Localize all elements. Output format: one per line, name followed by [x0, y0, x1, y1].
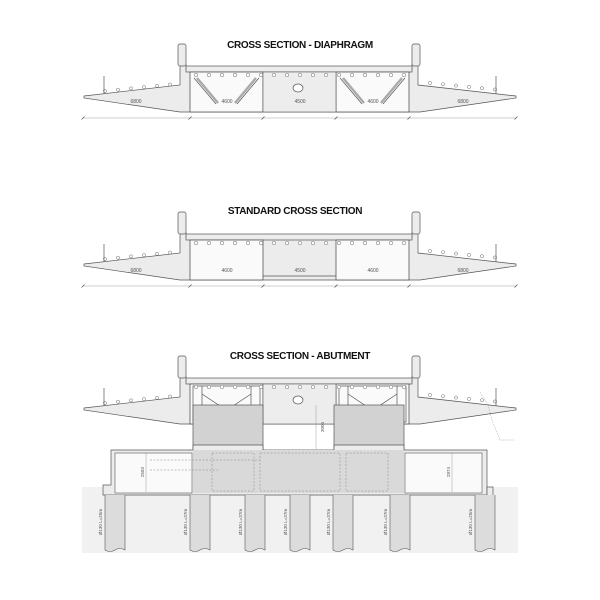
- tendon: [376, 385, 380, 389]
- tendon: [246, 241, 250, 245]
- deck-cross-section: [84, 356, 516, 424]
- pile: [390, 495, 410, 552]
- parapet-left: [178, 356, 186, 378]
- tendon: [480, 255, 483, 258]
- tendon: [246, 73, 250, 77]
- tendon: [337, 241, 341, 245]
- box-girder: [336, 240, 409, 280]
- pile: [190, 495, 210, 552]
- tendon: [207, 385, 211, 389]
- dimension-label: 4500: [294, 99, 306, 105]
- tendon: [220, 385, 224, 389]
- tendon: [454, 396, 457, 399]
- tendon: [428, 81, 431, 84]
- dimension-label: 4600: [367, 99, 379, 105]
- tendon: [441, 395, 444, 398]
- pile-label: Ø130 L=37m: [383, 508, 388, 536]
- tendon: [116, 256, 119, 259]
- dimension-label: 4600: [221, 268, 233, 274]
- tendon: [441, 251, 444, 254]
- access-hole: [293, 84, 303, 92]
- parapet-right: [412, 212, 420, 234]
- tendon: [402, 73, 406, 77]
- tendon: [233, 73, 237, 77]
- dimension-label: 2583: [140, 466, 145, 478]
- pile: [245, 495, 265, 552]
- tendon: [233, 241, 237, 245]
- pier-right: [334, 405, 404, 450]
- pier-left: [193, 405, 263, 450]
- section-standard: [82, 206, 518, 288]
- pile: [333, 495, 353, 552]
- tendon: [376, 241, 380, 245]
- parapet-right: [412, 356, 420, 378]
- tendon: [350, 241, 354, 245]
- tendon: [246, 385, 250, 389]
- section-title: CROSS SECTION - DIAPHRAGM: [227, 40, 373, 51]
- tendon: [168, 395, 171, 398]
- tendon: [480, 399, 483, 402]
- tendon: [142, 254, 145, 257]
- box-girder: [190, 72, 263, 112]
- pile: [475, 495, 495, 552]
- tendon: [142, 398, 145, 401]
- tendon: [116, 400, 119, 403]
- tendon: [116, 88, 119, 91]
- tendon: [168, 251, 171, 254]
- dimension-label: 2874: [446, 466, 451, 478]
- tendon: [324, 385, 328, 389]
- section-diaphragm: [82, 40, 518, 120]
- tendon: [350, 385, 354, 389]
- tendon: [337, 385, 341, 389]
- tendon: [259, 73, 263, 77]
- parapet-left: [178, 212, 186, 234]
- tendon: [129, 87, 132, 90]
- void-right: [405, 453, 482, 493]
- tendon: [467, 397, 470, 400]
- void-left: [115, 453, 192, 493]
- tendon: [454, 84, 457, 87]
- parapet-right: [412, 44, 420, 66]
- tendon: [285, 385, 289, 389]
- section-abutment: [82, 351, 518, 553]
- tendon: [272, 73, 276, 77]
- tendon: [363, 241, 367, 245]
- top-slab: [186, 378, 412, 384]
- dimension-label: 6800: [130, 99, 142, 105]
- dimension-label: 4600: [221, 99, 233, 105]
- box-girder: [336, 72, 409, 112]
- tendon: [311, 73, 315, 77]
- dimension-label: 4600: [367, 268, 379, 274]
- pile-label: Ø130 L=37m: [283, 508, 288, 536]
- tendon: [337, 73, 341, 77]
- pile-label: Ø130 L=25m: [468, 508, 473, 536]
- tendon: [350, 73, 354, 77]
- dimension-label: 6800: [457, 268, 469, 274]
- tendon: [402, 241, 406, 245]
- tendon: [324, 241, 328, 245]
- section-title: CROSS SECTION - ABUTMENT: [229, 351, 371, 362]
- pile-label: Ø130 L=25m: [98, 508, 103, 536]
- tendon: [428, 249, 431, 252]
- cap-core: [193, 450, 404, 493]
- tendon: [155, 396, 158, 399]
- tendon: [272, 241, 276, 245]
- tendon: [194, 73, 198, 77]
- tendon: [467, 253, 470, 256]
- dimension-label: 4500: [294, 268, 306, 274]
- pile-label: Ø130 L=37m: [238, 508, 243, 536]
- tendon: [155, 252, 158, 255]
- tendon: [376, 73, 380, 77]
- box-girder: [190, 240, 263, 280]
- access-hole: [293, 396, 303, 404]
- tendon: [220, 73, 224, 77]
- top-slab: [186, 66, 412, 72]
- tendon: [207, 73, 211, 77]
- tendon: [129, 255, 132, 258]
- tendon: [298, 241, 302, 245]
- dimension-label: 6800: [457, 99, 469, 105]
- pile: [290, 495, 310, 552]
- tendon: [298, 73, 302, 77]
- parapet-left: [178, 44, 186, 66]
- pile-label: Ø130 L=37m: [326, 508, 331, 536]
- tendon: [480, 87, 483, 90]
- tendon: [363, 385, 367, 389]
- tendon: [194, 385, 198, 389]
- tendon: [285, 73, 289, 77]
- tendon: [285, 241, 289, 245]
- dimension-label: 6800: [130, 268, 142, 274]
- top-slab: [186, 234, 412, 240]
- tendon: [142, 86, 145, 89]
- tendon: [389, 73, 393, 77]
- tendon: [220, 241, 224, 245]
- tendon: [129, 399, 132, 402]
- deck-cross-section: [82, 44, 518, 120]
- tendon: [311, 385, 315, 389]
- tendon: [259, 241, 263, 245]
- tendon: [311, 241, 315, 245]
- tendon: [298, 385, 302, 389]
- tendon: [389, 385, 393, 389]
- pile: [105, 495, 125, 552]
- deck-cross-section: [82, 212, 518, 288]
- tendon: [194, 241, 198, 245]
- tendon: [168, 83, 171, 86]
- pile-label: Ø130 L=37m: [183, 508, 188, 536]
- tendon: [389, 241, 393, 245]
- tendon: [324, 73, 328, 77]
- section-title: STANDARD CROSS SECTION: [227, 206, 363, 217]
- tendon: [467, 85, 470, 88]
- tendon: [402, 385, 406, 389]
- tendon: [441, 83, 444, 86]
- dimension-label: 3004: [320, 421, 325, 433]
- tendon: [207, 241, 211, 245]
- tendon: [363, 73, 367, 77]
- tendon: [155, 84, 158, 87]
- tendon: [454, 252, 457, 255]
- tendon: [428, 393, 431, 396]
- tendon: [233, 385, 237, 389]
- tendon: [272, 385, 276, 389]
- tendon: [259, 385, 263, 389]
